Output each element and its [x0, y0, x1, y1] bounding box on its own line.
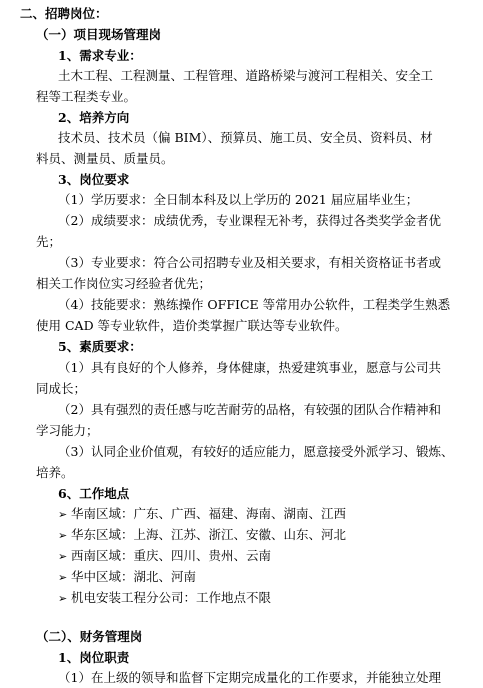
paragraph-line: （1）在上级的领导和监督下定期完成量化的工作要求，并能独立处理	[58, 670, 441, 685]
paragraph-line: 技术员、技术员（偏 BIM）、预算员、施工员、安全员、资料员、材	[58, 130, 433, 145]
item-heading: 1、需求专业：	[58, 48, 142, 63]
paragraph-line: （3）专业要求：符合公司招聘专业及相关要求，有相关资格证书者或	[58, 255, 441, 270]
location-item	[58, 506, 346, 523]
paragraph-line: （1）具有良好的个人修养，身体健康，热爱建筑事业，愿意与公司共	[58, 360, 441, 375]
item-heading: 6、工作地点	[58, 486, 130, 501]
item-heading: 1、岗位职责	[58, 650, 130, 665]
location-item	[58, 548, 271, 565]
paragraph-line: 相关工作岗位实习经验者优先；	[36, 276, 212, 291]
arrow-bullet-icon: ➢	[58, 571, 68, 584]
paragraph-line: 先；	[36, 234, 62, 249]
location-text: 华中区域：湖北、河南	[71, 569, 197, 584]
paragraph-line: 程等工程类专业。	[36, 89, 137, 104]
arrow-bullet-icon: ➢	[58, 550, 68, 563]
item-heading: 2、培养方向	[58, 110, 130, 125]
paragraph-line: 培养。	[36, 465, 74, 480]
paragraph-line: （2）成绩要求：成绩优秀，专业课程无补考，获得过各类奖学金者优	[58, 213, 441, 228]
subsection-heading: （二）、财务管理岗	[36, 629, 143, 644]
arrow-bullet-icon: ➢	[58, 529, 68, 542]
paragraph-line: 土木工程、工程测量、工程管理、道路桥梁与渡河工程相关、安全工	[58, 68, 434, 83]
paragraph-line: 料员、测量员、质量员。	[36, 151, 174, 166]
paragraph-line: 使用 CAD 等专业软件，造价类掌握广联达等专业软件。	[36, 318, 348, 333]
arrow-bullet-icon: ➢	[58, 508, 68, 521]
paragraph-line: 同成长；	[36, 381, 87, 396]
subsection-heading: （一）项目现场管理岗	[36, 27, 162, 42]
location-item	[58, 590, 271, 607]
location-text: 西南区域：重庆、四川、贵州、云南	[71, 548, 272, 563]
item-heading: 3、岗位要求	[58, 172, 130, 187]
paragraph-line: （2）具有强烈的责任感与吃苦耐劳的品格，有较强的团队合作精神和	[58, 402, 441, 417]
arrow-bullet-icon: ➢	[58, 592, 68, 605]
section-heading: 二、招聘岗位：	[20, 6, 108, 21]
location-text: 机电安装工程分公司：工作地点不限	[71, 590, 272, 605]
location-item	[58, 569, 196, 586]
paragraph-line: 学习能力；	[36, 423, 99, 438]
location-text: 华南区域：广东、广西、福建、海南、湖南、江西	[71, 506, 347, 521]
paragraph-line: （3）认同企业价值观，有较好的适应能力，愿意接受外派学习、锻炼、	[58, 444, 454, 459]
item-heading: 5、素质要求：	[58, 339, 142, 354]
paragraph-line: （1）学历要求：全日制本科及以上学历的 2021 届应届毕业生；	[58, 192, 419, 207]
location-item	[58, 527, 346, 544]
paragraph-line: （4）技能要求：熟练操作 OFFICE 等常用办公软件，工程类学生熟悉	[58, 297, 451, 312]
location-text: 华东区域：上海、江苏、浙江、安徽、山东、河北	[71, 527, 347, 542]
